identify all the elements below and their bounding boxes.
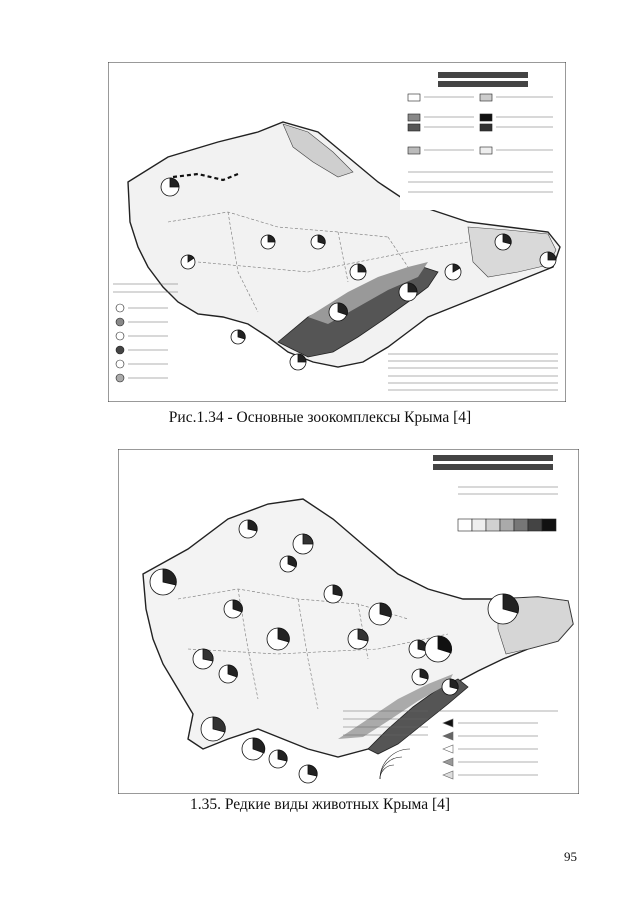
legend-panel bbox=[400, 70, 558, 210]
figure-1-caption: Рис.1.34 - Основные зоокомплексы Крыма [4] bbox=[168, 409, 472, 426]
page-number: 95 bbox=[564, 849, 577, 864]
rare-species-map-figure bbox=[118, 449, 579, 794]
zoocomplex-map-figure bbox=[108, 62, 566, 402]
figure-2-caption: 1.35. Редкие виды животных Крыма [4] bbox=[189, 796, 451, 813]
